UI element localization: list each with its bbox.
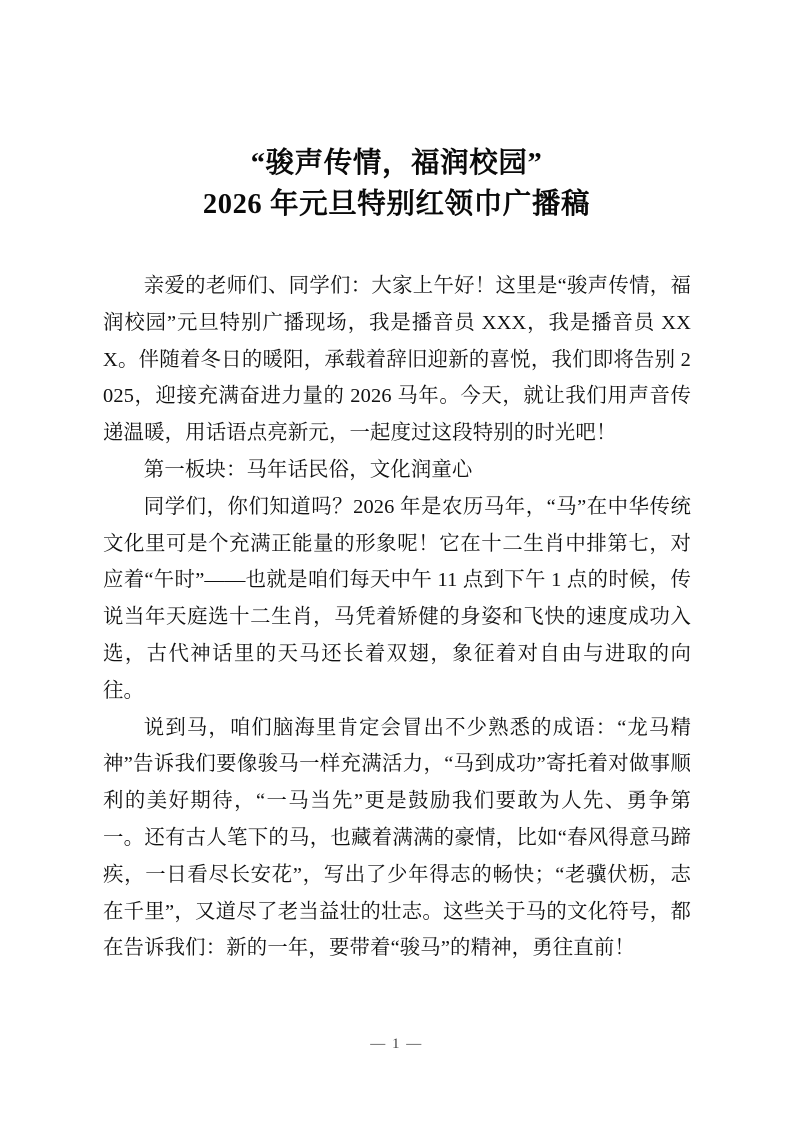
- page-number: — 1 —: [370, 1036, 423, 1052]
- title-line-1: “骏声传情，福润校园”: [250, 148, 543, 179]
- paragraph-section-one-heading: 第一板块：马年话民俗，文化润童心: [143, 458, 473, 481]
- document-title: [0, 143, 793, 225]
- paragraph-horse-zodiac-intro: 同学们，你们知道吗？2026 年是农历马年，“马”在中华传统文化里可是个充满正能量的形象呢！它在十二生肖中排第七，对应着“午时”——也就是咱们每天中午 11 点到下午 1 点的时候，传说当年天庭选十二生肖，马凭着矫健的身姿和飞快的速度成功入选，古代神话里的天马还长着双翅，象征着对自由与进取的向往。: [103, 495, 691, 702]
- title-line-2: 2026 年元旦特别红领巾广播稿: [202, 189, 591, 220]
- page-footer: [0, 1035, 793, 1053]
- paragraph-opening-greeting: 亲爱的老师们、同学们：大家上午好！这里是“骏声传情，福润校园”元旦特别广播现场，我是播音员 XXX，我是播音员 XXX。伴随着冬日的暖阳，承载着辞旧迎新的喜悦，我们即将告别 2025，迎接充满奋进力量的 2026 马年。今天，就让我们用声音传递温暖，用话语点亮新元，一起度过这段特别的时光吧！: [103, 275, 691, 445]
- paragraph-horse-idioms: 说到马，咱们脑海里肯定会冒出不少熟悉的成语：“龙马精神”告诉我们要像骏马一样充满活力，“马到成功”寄托着对做事顺利的美好期待，“一马当先”更是鼓励我们要敢为人先、勇争第一。还有古人笔下的马，也藏着满满的豪情，比如“春风得意马蹄疾，一日看尽长安花”，写出了少年得志的畅快；“老骥伏枥，志在千里”，又道尽了老当益壮的壮志。这些关于马的文化符号，都在告诉我们：新的一年，要带着“骏马”的精神，勇往直前！: [103, 716, 691, 960]
- document-body: [103, 268, 691, 967]
